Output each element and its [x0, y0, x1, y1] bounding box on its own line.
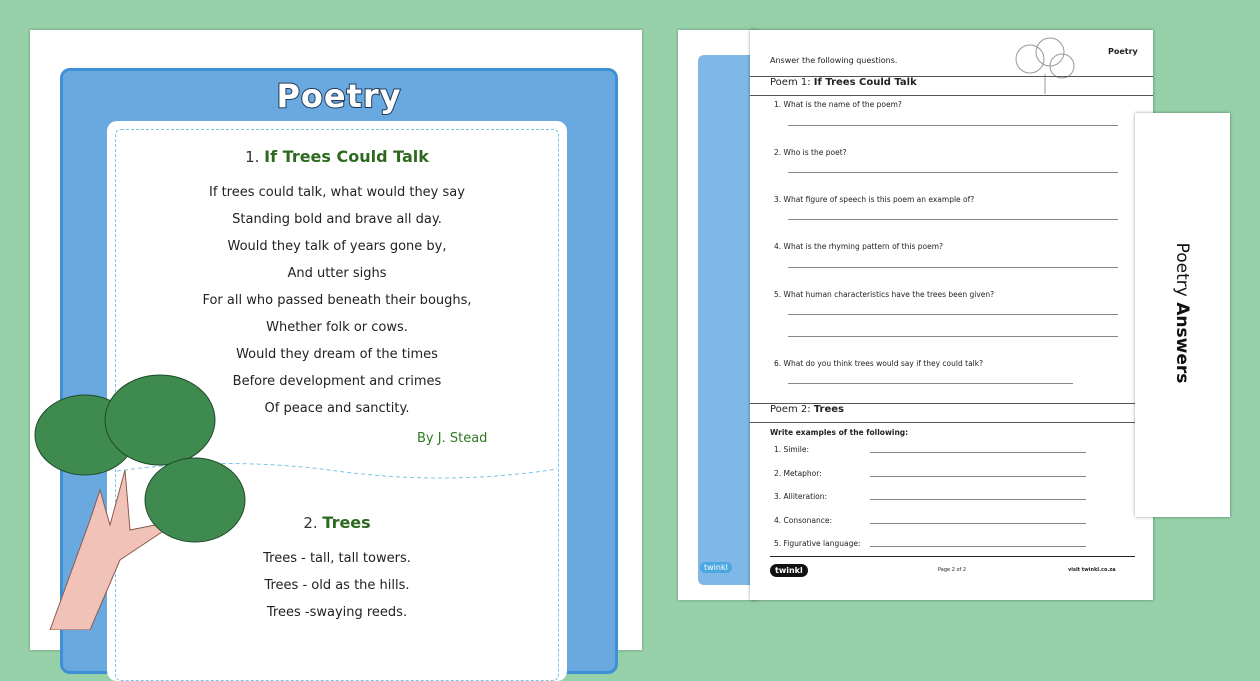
answer-line[interactable] — [788, 219, 1118, 220]
poster-title: Poetry — [276, 77, 402, 115]
section2-band: Poem 2: Trees — [750, 403, 1153, 423]
answer-line[interactable] — [788, 172, 1118, 173]
poem-line: Before development and crimes — [232, 374, 442, 389]
poem-line: For all who passed beneath their boughs, — [202, 293, 472, 308]
write-instruction: Write examples of the following: — [770, 428, 909, 437]
back-blue-frame — [698, 55, 758, 585]
subject-label: Poetry — [1108, 47, 1138, 56]
question: 6. What do you think trees would say if they could talk? — [774, 359, 984, 368]
back-page — [678, 30, 758, 600]
answer-line[interactable] — [788, 125, 1118, 126]
answer-line[interactable] — [870, 476, 1086, 477]
answer-line[interactable] — [870, 523, 1086, 524]
question: 2. Who is the poet? — [774, 148, 847, 157]
instruction: Answer the following questions. — [770, 56, 898, 65]
answers-card-title: Poetry Answers — [1172, 242, 1192, 384]
tree-illustration — [30, 360, 260, 630]
footer-url[interactable]: visit twinkl.co.za — [1068, 567, 1116, 573]
poster-page — [30, 30, 642, 650]
example-label: 3. Alliteration: — [774, 492, 828, 501]
twinkl-logo: twinkl — [770, 564, 808, 577]
answer-line[interactable] — [788, 314, 1118, 315]
poem-line: Standing bold and brave all day. — [232, 212, 442, 227]
example-label: 5. Figurative language: — [774, 539, 861, 548]
poem-line: Trees -swaying reeds. — [266, 605, 408, 620]
example-label: 2. Metaphor: — [774, 469, 822, 478]
poem2-heading: 2. Trees — [303, 513, 371, 532]
poem1-heading: 1. If Trees Could Talk — [245, 147, 429, 166]
twinkl-logo: twinkl — [700, 562, 732, 573]
answer-line[interactable] — [870, 546, 1086, 547]
question: 5. What human characteristics have the trees been given? — [774, 290, 995, 299]
page-number: Page 2 of 2 — [938, 567, 967, 573]
poem-line: Would they dream of the times — [236, 347, 438, 362]
answer-line[interactable] — [870, 452, 1086, 453]
answers-card — [1135, 113, 1230, 517]
poem1-author: By J. Stead — [417, 431, 488, 446]
poem-line: Of peace and sanctity. — [264, 401, 410, 416]
poem-line: Would they talk of years gone by, — [227, 239, 447, 254]
question: 1. What is the name of the poem? — [774, 100, 902, 109]
poem-line: Whether folk or cows. — [266, 320, 408, 335]
example-label: 1. Simile: — [774, 445, 809, 454]
answer-line[interactable] — [788, 336, 1118, 337]
answer-line[interactable] — [870, 499, 1086, 500]
section1-band: Poem 1: If Trees Could Talk — [750, 76, 1153, 96]
answer-line[interactable] — [788, 267, 1118, 268]
example-label: 4. Consonance: — [774, 516, 832, 525]
footer-divider — [770, 556, 1135, 557]
question: 3. What figure of speech is this poem an example of? — [774, 195, 975, 204]
question: 4. What is the rhyming pattern of this poem? — [774, 242, 944, 251]
poem-line: Trees - old as the hills. — [264, 578, 410, 593]
poem-line: Trees - tall, tall towers. — [263, 551, 411, 566]
poem-line: If trees could talk, what would they say — [209, 185, 465, 200]
poem-line: And utter sighs — [287, 266, 387, 281]
answer-line[interactable] — [788, 383, 1073, 384]
worksheet-page — [750, 30, 1153, 600]
